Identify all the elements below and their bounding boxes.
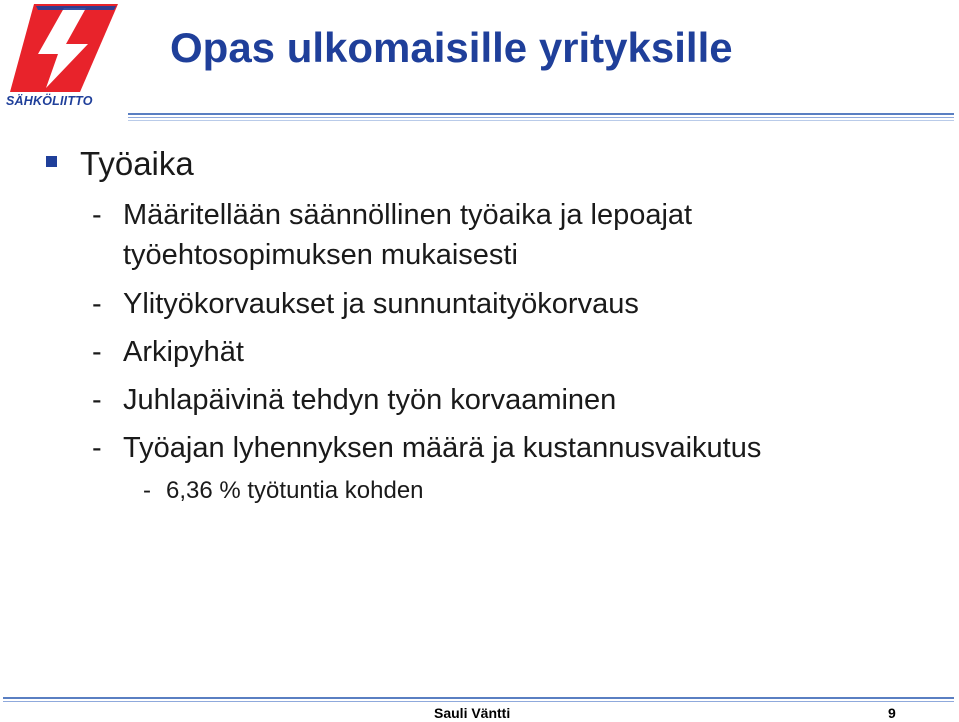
header-rule: [128, 113, 954, 115]
footer-rule: [3, 697, 954, 699]
list-item-text: työehtosopimuksen mukaisesti: [123, 239, 518, 271]
square-bullet-icon: [46, 156, 57, 167]
sub-list-item-text: 6,36 % työtuntia kohden: [166, 477, 424, 504]
list-item-text: Työajan lyhennyksen määrä ja kustannusvaikutus: [123, 432, 762, 464]
main-bullet-heading: Työaika: [80, 145, 194, 182]
header-rule-thinner: [128, 120, 954, 121]
slide-title: Opas ulkomaisille yrityksille: [170, 24, 733, 71]
dash-bullet: -: [143, 477, 151, 504]
footer-rule-thin: [3, 701, 954, 702]
list-item-text: Juhlapäivinä tehdyn työn korvaaminen: [123, 384, 617, 416]
dash-bullet: -: [92, 336, 102, 368]
header-rule-thin: [128, 117, 954, 118]
page-number: 9: [888, 705, 896, 721]
list-item-text: Arkipyhät: [123, 336, 244, 368]
footer-author: Sauli Väntti: [434, 705, 511, 721]
list-item-text: Määritellään säännöllinen työaika ja lepoajat: [123, 199, 693, 231]
list-item-text: Ylityökorvaukset ja sunnuntaityökorvaus: [123, 288, 639, 320]
dash-bullet: -: [92, 384, 102, 416]
lightning-bolt-logo-icon: [6, 2, 124, 94]
dash-bullet: -: [92, 432, 102, 464]
dash-bullet: -: [92, 288, 102, 320]
dash-bullet: -: [92, 199, 102, 231]
logo-wordmark: SÄHKÖLIITTO: [6, 94, 93, 108]
